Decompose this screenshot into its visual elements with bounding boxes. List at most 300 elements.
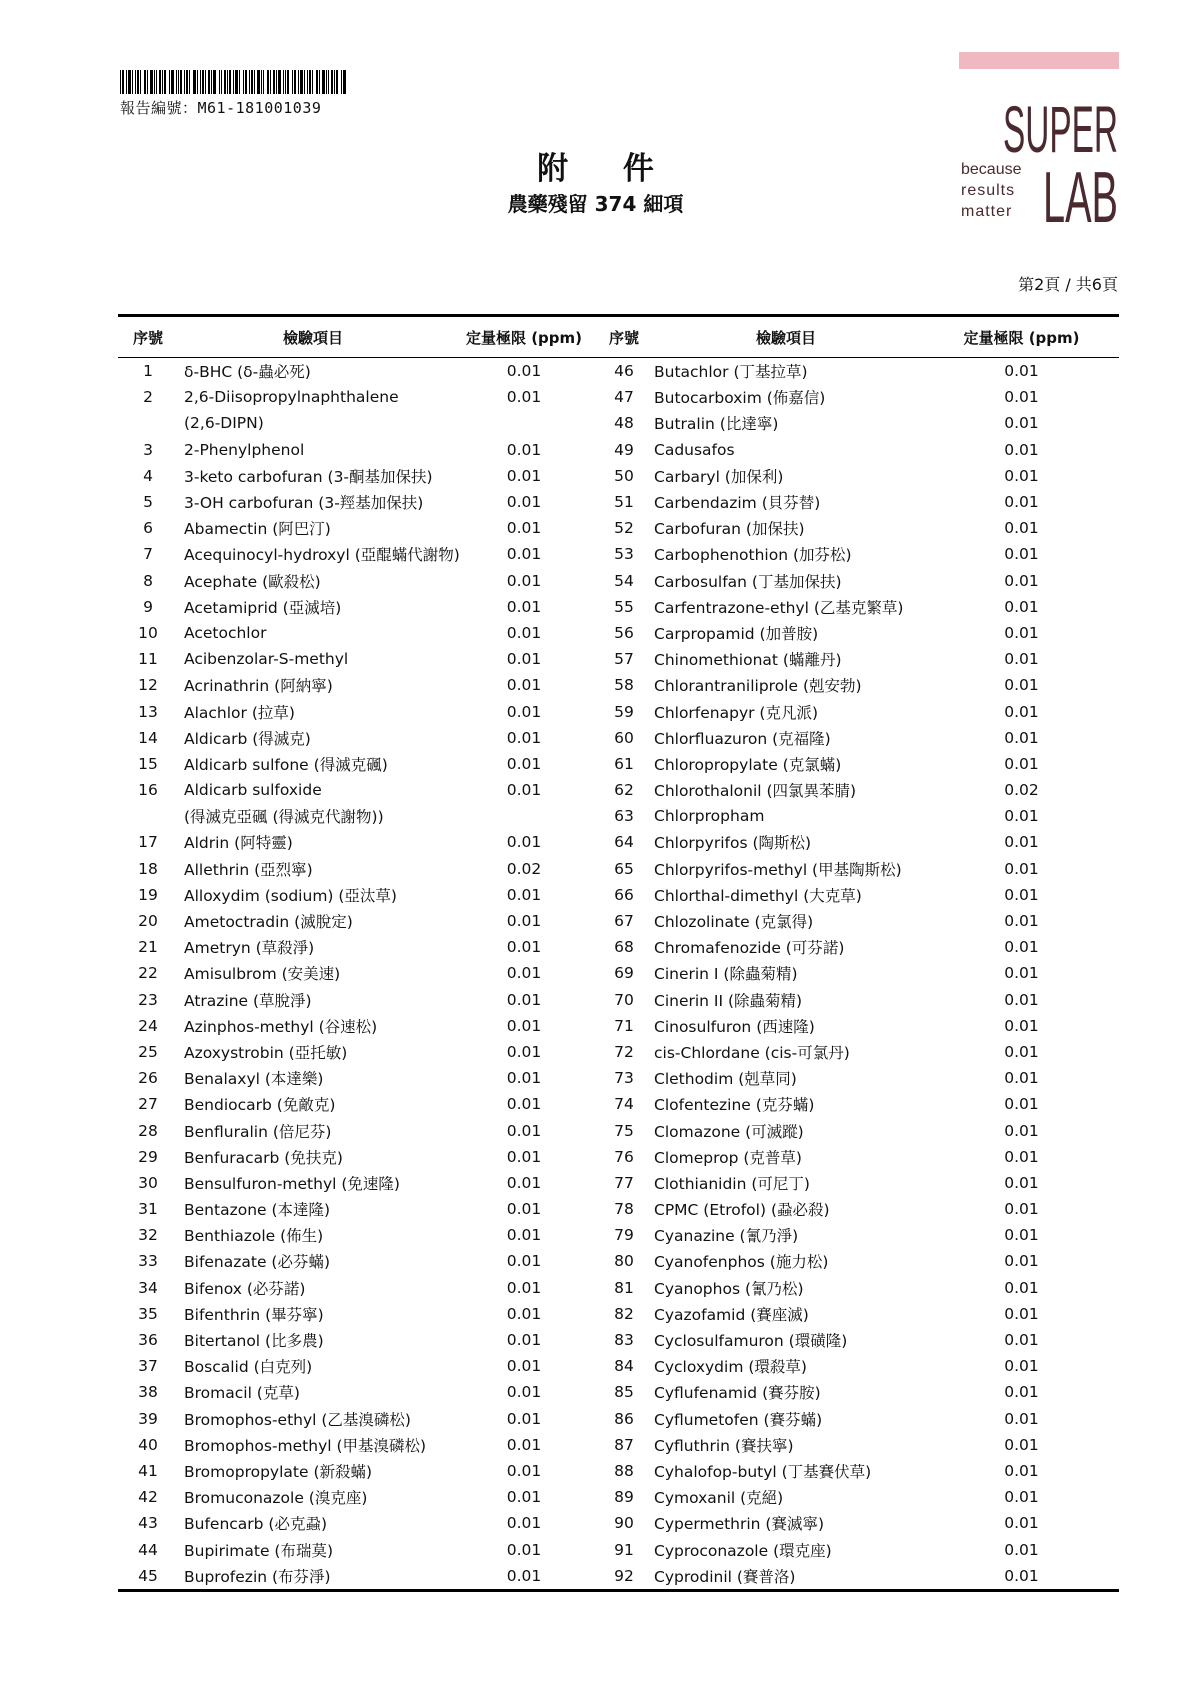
row-number: 8 <box>143 571 153 590</box>
quantitation-limit: 0.01 <box>506 597 542 616</box>
quantitation-limit: 0.01 <box>1004 362 1039 381</box>
test-item: Carbophenothion (加芬松) <box>654 546 852 565</box>
test-item: Acetamiprid (亞滅培) <box>184 598 342 617</box>
page-subtitle: 農藥殘留 374 細項 <box>507 192 684 216</box>
test-item: Bitertanol (比多農) <box>184 1332 324 1351</box>
quantitation-limit: 0.01 <box>1004 912 1039 931</box>
row-number: 42 <box>138 1488 158 1507</box>
table-row <box>118 987 1119 1013</box>
quantitation-limit: 0.01 <box>506 1200 542 1219</box>
quantitation-limit: 0.01 <box>924 1563 1119 1591</box>
row-number: 87 <box>614 1435 634 1454</box>
logo-super-text: SUPER <box>1003 92 1118 166</box>
row-number: 66 <box>614 885 634 904</box>
quantitation-limit: 0.01 <box>506 1173 542 1192</box>
quantitation-limit: 0.01 <box>506 1121 542 1140</box>
test-item: Carpropamid (加普胺) <box>654 624 819 643</box>
quantitation-limit: 0.01 <box>1004 1461 1039 1480</box>
table-row <box>118 384 1119 410</box>
test-item: Ametoctradin (滅脫定) <box>184 913 353 932</box>
table-row <box>118 1353 1119 1379</box>
row-number: 20 <box>138 912 158 931</box>
quantitation-limit: 0.01 <box>506 362 542 381</box>
test-item: Clethodim (剋草同) <box>654 1070 797 1089</box>
logo-tagline-1: because <box>961 161 1022 178</box>
test-item: Benfuracarb (免扶克) <box>184 1148 343 1167</box>
quantitation-limit: 0.01 <box>506 571 542 590</box>
row-number: 88 <box>614 1461 634 1480</box>
table-row <box>118 1536 1119 1562</box>
quantitation-limit: 0.01 <box>506 388 542 407</box>
quantitation-limit: 0.01 <box>506 912 542 931</box>
quantitation-limit: 0.01 <box>1004 702 1039 721</box>
row-number: 47 <box>614 388 634 407</box>
logo-tagline-2: results <box>961 182 1016 199</box>
quantitation-limit: 0.01 <box>1004 1514 1039 1533</box>
test-item: Aldicarb sulfone (得滅克碸) <box>184 755 388 774</box>
test-item: 3-OH carbofuran (3-羥基加保扶) <box>184 494 424 513</box>
table-row <box>118 1039 1119 1065</box>
row-number: 4 <box>143 466 153 485</box>
table-row <box>118 410 1119 436</box>
quantitation-limit: 0.01 <box>1004 1200 1039 1219</box>
test-item: Chlorantraniliprole (剋安勃) <box>654 677 862 696</box>
quantitation-limit: 0.01 <box>1004 1016 1039 1035</box>
quantitation-limit: 0.02 <box>506 859 542 878</box>
row-number: 68 <box>614 938 634 957</box>
test-item: Amisulbrom (安美速) <box>184 965 341 984</box>
quantitation-limit: 0.01 <box>1004 1252 1039 1271</box>
table-row <box>118 672 1119 698</box>
quantitation-limit: 0.01 <box>1004 623 1039 642</box>
quantitation-limit: 0.01 <box>1004 493 1039 512</box>
row-number: 59 <box>614 702 634 721</box>
table-row <box>118 725 1119 751</box>
test-item: Cyclosulfamuron (環磺隆) <box>654 1332 848 1351</box>
row-number: 60 <box>614 728 634 747</box>
quantitation-limit: 0.01 <box>1004 1540 1039 1559</box>
row-number: 76 <box>614 1147 634 1166</box>
logo-accent-bar <box>959 52 1119 69</box>
test-item: Bentazone (本達隆) <box>184 1201 331 1220</box>
row-number: 23 <box>138 990 158 1009</box>
test-item: Cyhalofop-butyl (丁基賽伏草) <box>654 1462 872 1481</box>
test-item: Bromacil (克草) <box>184 1384 300 1403</box>
table-row <box>118 1013 1119 1039</box>
quantitation-limit: 0.01 <box>1004 597 1039 616</box>
test-item: Cyflumetofen (賽芬蟎) <box>654 1410 823 1429</box>
pesticide-table <box>118 314 1119 1592</box>
table-row <box>118 568 1119 594</box>
row-number: 71 <box>614 1016 634 1035</box>
quantitation-limit: 0.01 <box>506 728 542 747</box>
quantitation-limit: 0.01 <box>1004 1435 1039 1454</box>
test-item: Bromophos-methyl (甲基溴磷松) <box>184 1436 427 1455</box>
quantitation-limit: 0.01 <box>506 938 542 957</box>
test-item: Bufencarb (必克蝨) <box>184 1515 328 1534</box>
quantitation-limit: 0.01 <box>1004 1042 1039 1061</box>
row-number: 5 <box>143 493 153 512</box>
row-number <box>118 410 178 436</box>
row-number: 27 <box>138 1095 158 1114</box>
test-item: CPMC (Etrofol) (蝨必殺) <box>654 1201 830 1220</box>
quantitation-limit: 0.01 <box>506 1226 542 1245</box>
row-number: 80 <box>614 1252 634 1271</box>
quantitation-limit: 0.02 <box>1004 781 1039 800</box>
row-number: 67 <box>614 912 634 931</box>
table-row <box>118 1458 1119 1484</box>
quantitation-limit: 0.01 <box>506 833 542 852</box>
test-item: Acrinathrin (阿納寧) <box>184 677 333 696</box>
test-item: Atrazine (草脫淨) <box>184 991 312 1010</box>
quantitation-limit: 0.01 <box>448 1563 600 1591</box>
test-item: Azoxystrobin (亞托敏) <box>184 1043 348 1062</box>
table-row <box>118 1065 1119 1091</box>
table-row <box>118 908 1119 934</box>
row-number: 73 <box>614 1069 634 1088</box>
quantitation-limit: 0.01 <box>1004 1069 1039 1088</box>
test-item: Carfentrazone-ethyl (乙基克繁草) <box>654 598 904 617</box>
quantitation-limit: 0.01 <box>506 885 542 904</box>
quantitation-limit: 0.01 <box>1004 1278 1039 1297</box>
quantitation-limit: 0.01 <box>1004 807 1039 826</box>
table-row <box>118 856 1119 882</box>
test-item: Acephate (歐殺松) <box>184 572 321 591</box>
row-number: 24 <box>138 1016 158 1035</box>
row-number: 19 <box>138 885 158 904</box>
test-item: Cinerin II (除蟲菊精) <box>654 991 803 1010</box>
test-item: 3-keto carbofuran (3-酮基加保扶) <box>184 467 433 486</box>
quantitation-limit: 0.01 <box>1004 466 1039 485</box>
test-item: Aldicarb sulfoxide <box>184 781 322 800</box>
test-item: Chlorfluazuron (克福隆) <box>654 729 831 748</box>
quantitation-limit: 0.01 <box>1004 1226 1039 1245</box>
row-number: 46 <box>614 362 634 381</box>
test-item: Aldicarb (得滅克) <box>184 729 311 748</box>
row-number: 32 <box>138 1226 158 1245</box>
test-item: Benfluralin (倍尼芬) <box>184 1122 332 1141</box>
test-item: Carbofuran (加保扶) <box>654 520 805 539</box>
table-row <box>118 698 1119 724</box>
test-item: Abamectin (阿巴汀) <box>184 520 331 539</box>
row-number: 62 <box>614 781 634 800</box>
test-item: Alloxydim (sodium) (亞汰草) <box>184 886 397 905</box>
row-number: 10 <box>138 623 158 642</box>
row-number: 6 <box>143 519 153 538</box>
table-row <box>118 751 1119 777</box>
row-number: 50 <box>614 466 634 485</box>
row-number: 90 <box>614 1514 634 1533</box>
table-row <box>118 541 1119 567</box>
table-row <box>118 515 1119 541</box>
table-row <box>118 803 1119 829</box>
table-row <box>118 358 1119 385</box>
test-item: Clomazone (可滅蹤) <box>654 1122 804 1141</box>
row-number: 65 <box>614 859 634 878</box>
quantitation-limit: 0.01 <box>506 493 542 512</box>
test-item: Cyazofamid (賽座滅) <box>654 1305 809 1324</box>
quantitation-limit: 0.01 <box>506 676 542 695</box>
row-number: 3 <box>143 440 153 459</box>
row-number: 48 <box>614 414 634 433</box>
table-row <box>118 934 1119 960</box>
test-item: Allethrin (亞烈寧) <box>184 860 313 879</box>
quantitation-limit: 0.01 <box>1004 754 1039 773</box>
row-number: 78 <box>614 1200 634 1219</box>
quantitation-limit: 0.01 <box>506 1409 542 1428</box>
row-number: 69 <box>614 964 634 983</box>
test-item: Chromafenozide (可芬諾) <box>654 939 845 958</box>
col-header-limit-left: 定量極限 (ppm) <box>448 316 600 358</box>
table-row <box>118 960 1119 986</box>
test-item: Cyanazine (氰乃淨) <box>654 1227 799 1246</box>
quantitation-limit: 0.01 <box>1004 1095 1039 1114</box>
row-number: 22 <box>138 964 158 983</box>
col-header-no-right: 序號 <box>600 316 648 358</box>
test-item: Chlorpyrifos (陶斯松) <box>654 834 812 853</box>
quantitation-limit: 0.01 <box>506 990 542 1009</box>
table-row <box>118 1091 1119 1117</box>
quantitation-limit: 0.01 <box>1004 440 1039 459</box>
table-row <box>118 1510 1119 1536</box>
test-item: Chlorfenapyr (克凡派) <box>654 703 819 722</box>
quantitation-limit: 0.01 <box>1004 1331 1039 1350</box>
quantitation-limit: 0.01 <box>1004 859 1039 878</box>
barcode <box>120 70 348 94</box>
test-item: 2-Phenylphenol <box>184 440 305 459</box>
quantitation-limit: 0.01 <box>1004 571 1039 590</box>
row-number: 64 <box>614 833 634 852</box>
table-row <box>118 1484 1119 1510</box>
test-item: Cyproconazole (環克座) <box>654 1541 832 1560</box>
table-row <box>118 463 1119 489</box>
quantitation-limit: 0.01 <box>506 1016 542 1035</box>
quantitation-limit: 0.01 <box>506 1042 542 1061</box>
quantitation-limit: 0.01 <box>506 1095 542 1114</box>
quantitation-limit: 0.01 <box>506 519 542 538</box>
row-number: 7 <box>143 545 153 564</box>
test-item: Cyprodinil (賽普洛) <box>648 1563 924 1591</box>
table-row <box>118 1327 1119 1353</box>
quantitation-limit: 0.01 <box>506 1435 542 1454</box>
table-row <box>118 1196 1119 1222</box>
table-row <box>118 829 1119 855</box>
quantitation-limit: 0.01 <box>1004 676 1039 695</box>
row-number: 55 <box>614 597 634 616</box>
row-number: 26 <box>138 1069 158 1088</box>
test-item: Butralin (比達寧) <box>654 415 779 434</box>
row-number: 1 <box>143 362 153 381</box>
row-number: 37 <box>138 1357 158 1376</box>
quantitation-limit: 0.01 <box>506 1540 542 1559</box>
test-item: Chlorpropham <box>654 807 765 826</box>
row-number: 44 <box>138 1540 158 1559</box>
table-row <box>118 1248 1119 1274</box>
test-item: Bifenox (必芬諾) <box>184 1279 306 1298</box>
row-number: 51 <box>614 493 634 512</box>
quantitation-limit: 0.01 <box>1004 1147 1039 1166</box>
quantitation-limit: 0.01 <box>506 781 542 800</box>
row-number: 75 <box>614 1121 634 1140</box>
test-item: Cycloxydim (環殺草) <box>654 1358 807 1377</box>
row-number: 36 <box>138 1331 158 1350</box>
row-number: 35 <box>138 1304 158 1323</box>
row-number: 12 <box>138 676 158 695</box>
test-item: Cymoxanil (克絕) <box>654 1489 784 1508</box>
row-number: 83 <box>614 1331 634 1350</box>
test-item: Bendiocarb (免敵克) <box>184 1096 336 1115</box>
row-number: 92 <box>600 1563 648 1591</box>
row-number: 30 <box>138 1173 158 1192</box>
test-item: Bifenthrin (畢芬寧) <box>184 1305 324 1324</box>
col-header-item-right: 檢驗項目 <box>648 316 924 358</box>
test-item: Boscalid (白克列) <box>184 1358 313 1377</box>
row-number: 84 <box>614 1357 634 1376</box>
row-number: 79 <box>614 1226 634 1245</box>
table-row <box>118 1406 1119 1432</box>
quantitation-limit: 0.01 <box>506 1252 542 1271</box>
row-number: 61 <box>614 754 634 773</box>
test-item: Bifenazate (必芬蟎) <box>184 1253 331 1272</box>
test-item: Cinerin I (除蟲菊精) <box>654 965 798 984</box>
table-row <box>118 1563 1119 1591</box>
quantitation-limit <box>448 803 600 829</box>
row-number: 70 <box>614 990 634 1009</box>
test-item: Cyanophos (氰乃松) <box>654 1279 804 1298</box>
test-item: 2,6-Diisopropylnaphthalene <box>184 388 399 407</box>
test-item: Acibenzolar-S-methyl <box>184 650 349 669</box>
table-body <box>118 358 1119 1591</box>
quantitation-limit: 0.01 <box>506 650 542 669</box>
table-row <box>118 1432 1119 1458</box>
test-item: Benalaxyl (本達樂) <box>184 1070 324 1089</box>
quantitation-limit: 0.01 <box>1004 1409 1039 1428</box>
test-item: Bromophos-ethyl (乙基溴磷松) <box>184 1410 411 1429</box>
test-item: Aldrin (阿特靈) <box>184 834 293 853</box>
test-item: Ametryn (草殺淨) <box>184 939 315 958</box>
logo-lab-text: LAB <box>1043 158 1118 238</box>
test-item: Azinphos-methyl (谷速松) <box>184 1017 378 1036</box>
quantitation-limit: 0.01 <box>1004 1488 1039 1507</box>
quantitation-limit: 0.01 <box>506 623 542 642</box>
row-number: 89 <box>614 1488 634 1507</box>
quantitation-limit: 0.01 <box>506 1488 542 1507</box>
test-item: Butocarboxim (佈嘉信) <box>654 389 826 408</box>
row-number: 28 <box>138 1121 158 1140</box>
quantitation-limit: 0.01 <box>1004 938 1039 957</box>
test-item: Cypermethrin (賽滅寧) <box>654 1515 825 1534</box>
page-title: 附 件 <box>537 151 676 187</box>
quantitation-limit: 0.01 <box>506 1357 542 1376</box>
quantitation-limit: 0.01 <box>506 1147 542 1166</box>
quantitation-limit: 0.01 <box>1004 1357 1039 1376</box>
quantitation-limit: 0.01 <box>1004 388 1039 407</box>
quantitation-limit: 0.01 <box>506 1514 542 1533</box>
row-number: 49 <box>614 440 634 459</box>
col-header-no-left: 序號 <box>118 316 178 358</box>
table-row <box>118 1301 1119 1327</box>
table-row <box>118 777 1119 803</box>
row-number: 9 <box>143 597 153 616</box>
row-number: 21 <box>138 938 158 957</box>
quantitation-limit: 0.01 <box>506 440 542 459</box>
row-number <box>118 803 178 829</box>
row-number: 13 <box>138 702 158 721</box>
test-item: Carbendazim (貝芬替) <box>654 494 821 513</box>
quantitation-limit: 0.01 <box>506 964 542 983</box>
quantitation-limit: 0.01 <box>506 1331 542 1350</box>
row-number: 16 <box>138 781 158 800</box>
row-number: 57 <box>614 650 634 669</box>
report-number: 報告編號：M61-181001039 <box>120 99 322 117</box>
quantitation-limit: 0.01 <box>1004 728 1039 747</box>
row-number: 25 <box>138 1042 158 1061</box>
row-number: 40 <box>138 1435 158 1454</box>
quantitation-limit: 0.01 <box>1004 414 1039 433</box>
row-number: 11 <box>138 650 158 669</box>
quantitation-limit: 0.01 <box>1004 545 1039 564</box>
row-number: 53 <box>614 545 634 564</box>
row-number: 29 <box>138 1147 158 1166</box>
table-row <box>118 1379 1119 1405</box>
quantitation-limit: 0.01 <box>506 1304 542 1323</box>
row-number: 81 <box>614 1278 634 1297</box>
quantitation-limit: 0.01 <box>1004 650 1039 669</box>
row-number: 2 <box>143 388 153 407</box>
row-number: 33 <box>138 1252 158 1271</box>
test-item: Acequinocyl-hydroxyl (亞醌蟎代謝物) <box>184 546 460 565</box>
test-item: Alachlor (拉草) <box>184 703 295 722</box>
row-number: 31 <box>138 1200 158 1219</box>
test-item: δ-BHC (δ-蟲必死) <box>184 363 311 382</box>
test-item: Buprofezin (布芬淨) <box>178 1563 448 1591</box>
quantitation-limit: 0.01 <box>1004 1383 1039 1402</box>
row-number: 86 <box>614 1409 634 1428</box>
row-number: 45 <box>118 1563 178 1591</box>
quantitation-limit: 0.01 <box>1004 519 1039 538</box>
quantitation-limit: 0.01 <box>506 1069 542 1088</box>
row-number: 43 <box>138 1514 158 1533</box>
table-row <box>118 594 1119 620</box>
row-number: 14 <box>138 728 158 747</box>
quantitation-limit: 0.01 <box>506 702 542 721</box>
row-number: 85 <box>614 1383 634 1402</box>
test-item: Bupirimate (布瑞莫) <box>184 1541 334 1560</box>
test-item: (得滅克亞碸 (得滅克代謝物)) <box>184 808 384 827</box>
test-item: Chlorthal-dimethyl (大克草) <box>654 886 862 905</box>
row-number: 52 <box>614 519 634 538</box>
row-number: 56 <box>614 623 634 642</box>
test-item: Butachlor (丁基拉草) <box>654 363 808 382</box>
test-item: Bromopropylate (新殺蟎) <box>184 1462 373 1481</box>
table-row <box>118 882 1119 908</box>
test-item: Carbaryl (加保利) <box>654 467 784 486</box>
test-item: Cyfluthrin (賽扶寧) <box>654 1436 794 1455</box>
quantitation-limit: 0.01 <box>506 754 542 773</box>
col-header-item-left: 檢驗項目 <box>178 316 448 358</box>
test-item: Chlorpyrifos-methyl (甲基陶斯松) <box>654 860 902 879</box>
table-row <box>118 1170 1119 1196</box>
row-number: 77 <box>614 1173 634 1192</box>
row-number: 58 <box>614 676 634 695</box>
row-number: 18 <box>138 859 158 878</box>
table-header-row <box>118 316 1119 358</box>
test-item: Clomeprop (克普草) <box>654 1148 802 1167</box>
test-item: Chinomethionat (蟎離丹) <box>654 651 842 670</box>
quantitation-limit: 0.01 <box>1004 1121 1039 1140</box>
quantitation-limit: 0.01 <box>506 466 542 485</box>
quantitation-limit: 0.01 <box>1004 833 1039 852</box>
